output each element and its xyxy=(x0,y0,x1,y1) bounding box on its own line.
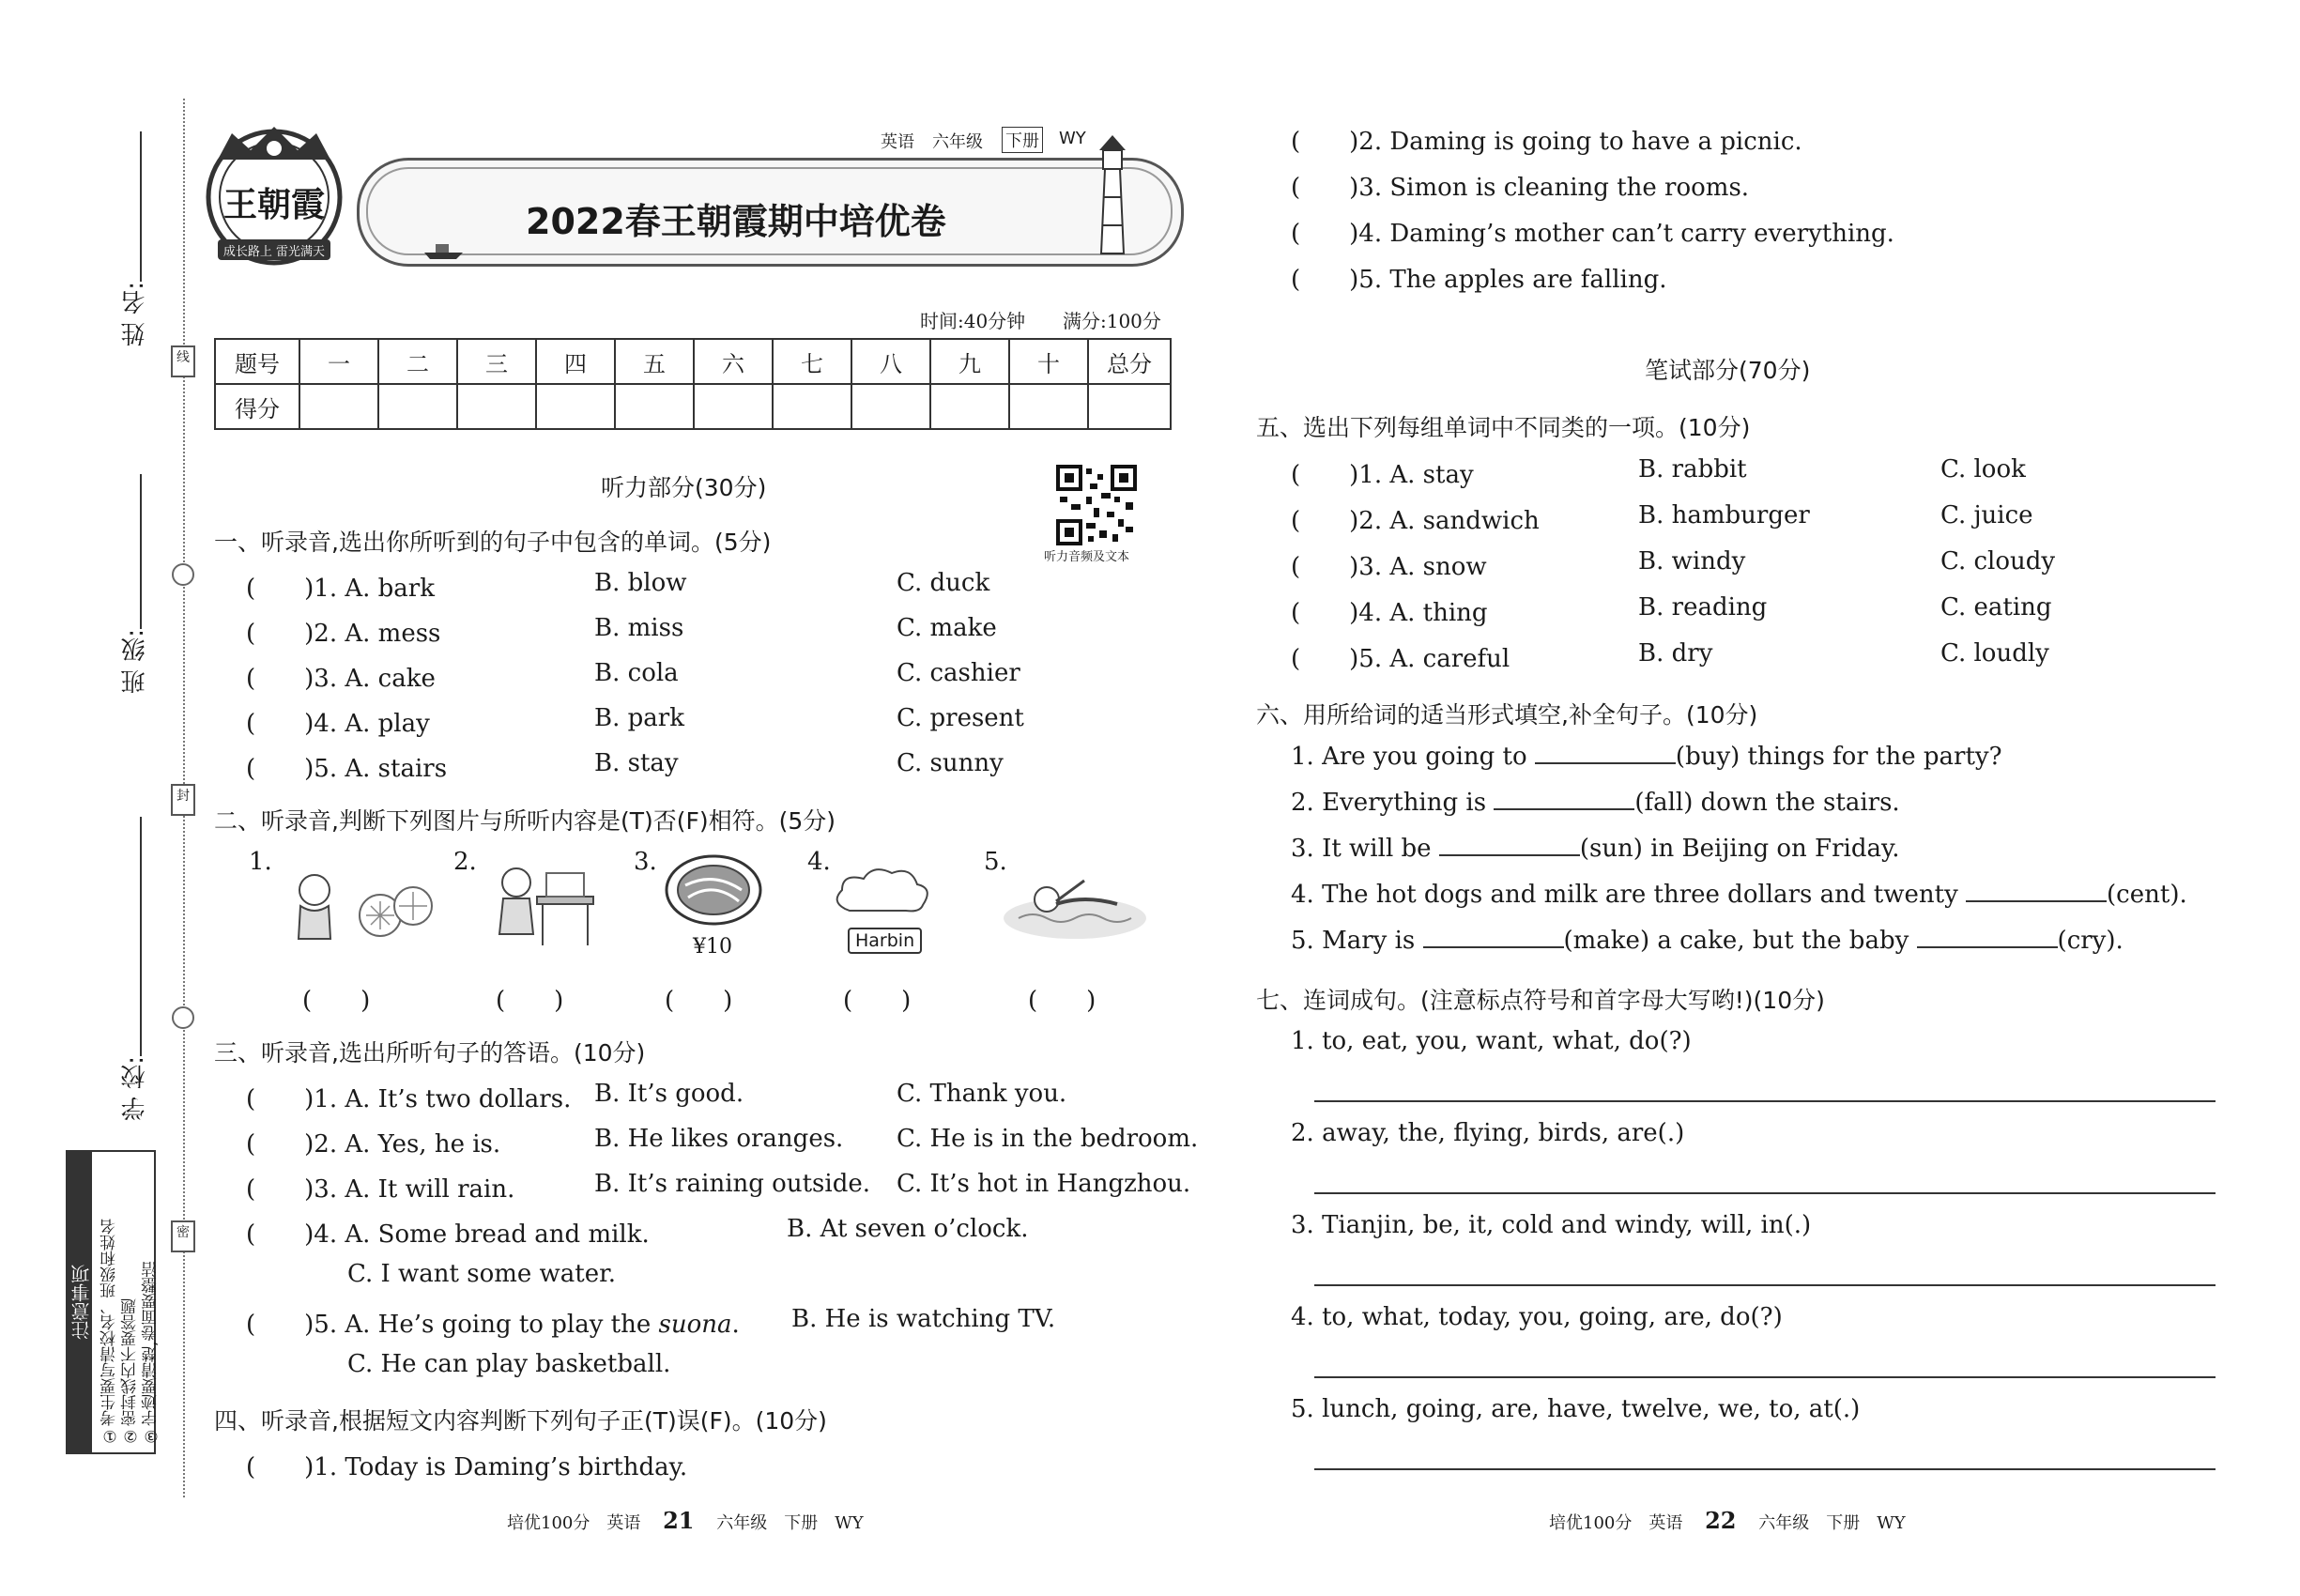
s7-q4: 4. to, what, today, you, going, are, do(?) xyxy=(1291,1303,1783,1331)
s2-pic1-num: 1. xyxy=(249,848,272,876)
score-header-cell: 五 xyxy=(615,339,694,384)
score-header-cell: 九 xyxy=(930,339,1009,384)
s7-q1: 1. to, eat, you, want, what, do(?) xyxy=(1291,1027,1692,1055)
tag-subject: 英语 xyxy=(881,132,914,152)
picture-cloud xyxy=(831,864,934,920)
s6-q2-text-a: 2. Everything is xyxy=(1291,789,1495,817)
class-field[interactable] xyxy=(140,474,142,629)
s3-q4-c: C. I want some water. xyxy=(347,1260,616,1288)
footer-left-post: 六年级 下册 WY xyxy=(716,1513,864,1533)
s6-q1-blank[interactable] xyxy=(1535,742,1676,764)
s1-q5-c: C. sunny xyxy=(897,749,1004,777)
section5-heading: 五、选出下列每组单词中不同类的一项。(10分) xyxy=(1256,414,1751,441)
picture-girl-table xyxy=(481,859,603,953)
score-header-cell: 八 xyxy=(851,339,930,384)
s7-q5: 5. lunch, going, are, have, twelve, we, to, at(.) xyxy=(1291,1395,1861,1423)
score-cell[interactable] xyxy=(773,384,851,429)
s1-q5: ( )5. A. stairs xyxy=(246,755,448,783)
s3-q1: ( )1. A. It’s two dollars. xyxy=(246,1085,572,1113)
lighthouse-icon xyxy=(1084,131,1141,258)
s5-q2-b: B. hamburger xyxy=(1638,501,1810,529)
s1-q3: ( )3. A. cake xyxy=(246,665,436,693)
tag-volume: 下册 xyxy=(1002,127,1043,153)
s7-q3: 3. Tianjin, be, it, cold and windy, will, in(.) xyxy=(1291,1211,1812,1239)
score-header-cell: 四 xyxy=(536,339,615,384)
s7-q5-answer-line[interactable] xyxy=(1314,1468,2216,1470)
s3-q5-a xyxy=(246,1305,740,1340)
s6-q1-text-a: 1. Are you going to xyxy=(1291,743,1535,771)
s1-q2-c: C. make xyxy=(897,614,997,642)
name-field[interactable] xyxy=(140,131,142,282)
logo-sub: 成长路上 雷光满天 xyxy=(222,245,326,259)
s2-answer-2[interactable]: ( ) xyxy=(496,987,564,1015)
binding-hole-1 xyxy=(172,563,194,586)
binding-hole-2 xyxy=(172,1006,194,1029)
s7-q1-answer-line[interactable] xyxy=(1314,1100,2216,1102)
s6-q5-text-c: (cry). xyxy=(2057,927,2124,955)
s3-q3-c: C. It’s hot in Hangzhou. xyxy=(897,1170,1191,1198)
s2-answer-1[interactable]: ( ) xyxy=(302,987,371,1015)
qr-code-icon[interactable] xyxy=(1056,465,1137,545)
s3-q4-a: ( )4. A. Some bread and milk. xyxy=(246,1220,650,1249)
s5-q4: ( )4. A. thing xyxy=(1291,599,1488,627)
time-info: 时间:40分钟 xyxy=(920,310,1026,332)
s1-q5-b: B. stay xyxy=(594,749,679,777)
s6-q5-blank-2[interactable] xyxy=(1917,926,2058,948)
s5-q3-c: C. cloudy xyxy=(1940,547,2056,575)
s3-q2: ( )2. A. Yes, he is. xyxy=(246,1130,501,1159)
tag-edition: WY xyxy=(1059,129,1086,148)
s6-q2 xyxy=(1291,788,1900,817)
footer-right xyxy=(1549,1507,1906,1534)
s3-q5-c: C. He can play basketball. xyxy=(347,1350,671,1378)
section3-heading: 三、听录音,选出所听句子的答语。(10分) xyxy=(214,1039,646,1067)
score-header-cell: 二 xyxy=(378,339,457,384)
s7-q4-answer-line[interactable] xyxy=(1314,1376,2216,1378)
ship-icon xyxy=(422,239,465,260)
s1-q4-b: B. park xyxy=(594,704,684,732)
score-info: 满分:100分 xyxy=(1063,310,1161,332)
score-cell[interactable] xyxy=(457,384,536,429)
s1-q2-b: B. miss xyxy=(594,614,684,642)
score-cell[interactable] xyxy=(299,384,378,429)
score-cell[interactable] xyxy=(615,384,694,429)
s3-q2-c: C. He is in the bedroom. xyxy=(897,1125,1199,1153)
tag-grade: 六年级 xyxy=(932,132,983,152)
s6-q1-text-b: (buy) things for the party? xyxy=(1675,743,2002,771)
s5-q4-b: B. reading xyxy=(1638,593,1768,622)
footer-right-post: 六年级 下册 WY xyxy=(1758,1513,1906,1533)
page-number-right: 22 xyxy=(1705,1507,1737,1534)
qr-caption: 听力音频及文本 xyxy=(1044,550,1130,564)
s2-answer-3[interactable]: ( ) xyxy=(665,987,733,1015)
page-number-left: 21 xyxy=(663,1507,695,1534)
s1-q1: ( )1. A. bark xyxy=(246,575,435,603)
s3-q1-b: B. It’s good. xyxy=(594,1080,744,1108)
s5-q2-c: C. juice xyxy=(1940,501,2033,529)
s5-q5-c: C. loudly xyxy=(1940,639,2049,668)
s6-q2-blank[interactable] xyxy=(1494,788,1634,810)
s6-q4-blank[interactable] xyxy=(1966,880,2107,902)
score-cell[interactable] xyxy=(378,384,457,429)
score-header-cell: 七 xyxy=(773,339,851,384)
s4-q2: ( )2. Daming is going to have a picnic. xyxy=(1291,128,1802,156)
s5-q1-c: C. look xyxy=(1940,455,2026,483)
s3-q4-b: B. At seven o’clock. xyxy=(787,1215,1029,1243)
s5-q2: ( )2. A. sandwich xyxy=(1291,507,1540,535)
s6-q5 xyxy=(1291,926,2124,955)
score-cell[interactable] xyxy=(694,384,773,429)
section4-heading: 四、听录音,根据短文内容判断下列句子正(T)误(F)。(10分) xyxy=(214,1407,827,1435)
picture-noodles-bowl xyxy=(662,852,765,937)
section6-heading: 六、用所给词的适当形式填空,补全句子。(10分) xyxy=(1256,701,1758,729)
score-table-header-row xyxy=(215,339,1171,384)
s4-q5: ( )5. The apples are falling. xyxy=(1291,266,1667,294)
s5-q3: ( )3. A. snow xyxy=(1291,553,1487,581)
s1-q3-b: B. cola xyxy=(594,659,679,687)
logo-text: 王朝霞 xyxy=(222,185,325,224)
seal-mark-2: 封 xyxy=(171,784,195,816)
s3-q5-a-pre: ( )5. A. He’s going to play the xyxy=(246,1311,659,1339)
s2-pic4-num: 4. xyxy=(807,848,831,876)
score-cell[interactable] xyxy=(1009,384,1088,429)
s6-q4 xyxy=(1291,880,2187,909)
s3-q3: ( )3. A. It will rain. xyxy=(246,1175,515,1204)
s5-q1: ( )1. A. stay xyxy=(1291,461,1474,489)
s3-q5-a-italic: suona xyxy=(658,1311,732,1339)
section2-heading: 二、听录音,判断下列图片与所听内容是(T)否(F)相符。(5分) xyxy=(214,807,836,835)
notice-item-1: ①考生要写清校名、班级和姓名 xyxy=(100,1219,119,1445)
s3-q5-a-post: . xyxy=(731,1311,740,1339)
s6-q5-blank-1[interactable] xyxy=(1423,926,1564,948)
score-header-cell: 题号 xyxy=(215,339,299,384)
s3-q3-b: B. It’s raining outside. xyxy=(594,1170,870,1198)
s5-q1-b: B. rabbit xyxy=(1638,455,1747,483)
s6-q4-text-b: (cent). xyxy=(2107,881,2187,909)
listening-title: 听力部分(30分) xyxy=(601,474,767,501)
s6-q3-text-a: 3. It will be xyxy=(1291,835,1439,863)
s2-pic5-num: 5. xyxy=(984,848,1007,876)
s1-q1-b: B. blow xyxy=(594,569,687,597)
s5-q5: ( )5. A. careful xyxy=(1291,645,1510,673)
footer-right-pre: 培优100分 英语 xyxy=(1549,1513,1683,1533)
s1-q1-c: C. duck xyxy=(897,569,990,597)
school-field[interactable] xyxy=(140,817,142,1056)
notice-title: 注意事项 xyxy=(68,1152,92,1452)
s2-pic2-num: 2. xyxy=(453,848,477,876)
s5-q3-b: B. windy xyxy=(1638,547,1746,575)
section1-heading: 一、听录音,选出你所听到的句子中包含的单词。(5分) xyxy=(214,529,772,556)
s7-q3-answer-line[interactable] xyxy=(1314,1284,2216,1286)
s3-q2-b: B. He likes oranges. xyxy=(594,1125,844,1153)
s5-q4-c: C. eating xyxy=(1940,593,2052,622)
s6-q3 xyxy=(1291,834,1899,863)
s6-q3-text-b: (sun) in Beijing on Friday. xyxy=(1579,835,1900,863)
seal-mark-3: 密 xyxy=(171,1220,195,1252)
s6-q5-text-a: 5. Mary is xyxy=(1291,927,1423,955)
s6-q1 xyxy=(1291,742,2002,771)
s6-q3-blank[interactable] xyxy=(1439,834,1580,856)
price-label: ¥10 xyxy=(693,935,732,959)
class-label: 班 级: xyxy=(121,629,149,695)
score-header-cell: 十 xyxy=(1009,339,1088,384)
notice-box xyxy=(66,1150,161,1454)
score-cell[interactable] xyxy=(930,384,1009,429)
score-table-score-row xyxy=(215,384,1171,429)
s4-q3: ( )3. Simon is cleaning the rooms. xyxy=(1291,174,1750,202)
s2-pic3-num: 3. xyxy=(634,848,657,876)
s6-q5-text-b: (make) a cake, but the baby xyxy=(1563,927,1917,955)
harbin-sign: Harbin xyxy=(848,928,922,954)
s1-q4: ( )4. A. play xyxy=(246,710,430,738)
score-row-label: 得分 xyxy=(215,384,299,429)
page-title: 2022春王朝霞期中培优卷 xyxy=(526,201,946,242)
score-header-cell: 一 xyxy=(299,339,378,384)
school-label: 学 校: xyxy=(121,1056,149,1122)
score-cell[interactable] xyxy=(851,384,930,429)
s1-q3-c: C. cashier xyxy=(897,659,1020,687)
score-header-cell: 三 xyxy=(457,339,536,384)
footer-left-pre: 培优100分 英语 xyxy=(507,1513,641,1533)
section7-heading: 七、连词成句。(注意标点符号和首字母大写哟!)(10分) xyxy=(1256,987,1825,1014)
notice-item-2: ②密封线内不要答题 xyxy=(121,1298,140,1445)
s3-q5-b: B. He is watching TV. xyxy=(791,1305,1056,1333)
score-table xyxy=(214,338,1172,430)
seal-mark-1: 线 xyxy=(171,345,195,377)
s2-answer-4[interactable]: ( ) xyxy=(843,987,912,1015)
score-header-cell: 六 xyxy=(694,339,773,384)
footer-left xyxy=(507,1507,864,1534)
s6-q2-text-b: (fall) down the stairs. xyxy=(1634,789,1900,817)
notice-item-3: ③字迹要清楚,卷面要整洁 xyxy=(142,1261,161,1445)
picture-swimmer xyxy=(1000,862,1150,942)
s1-q4-c: C. present xyxy=(897,704,1024,732)
s2-answer-5[interactable]: ( ) xyxy=(1028,987,1096,1015)
s3-q1-c: C. Thank you. xyxy=(897,1080,1067,1108)
score-cell[interactable] xyxy=(1088,384,1171,429)
s6-q4-text-a: 4. The hot dogs and milk are three dollars and twenty xyxy=(1291,881,1967,909)
writing-title: 笔试部分(70分) xyxy=(1645,357,1811,384)
score-cell[interactable] xyxy=(536,384,615,429)
s7-q2: 2. away, the, flying, birds, are(.) xyxy=(1291,1119,1685,1147)
s4-q4: ( )4. Daming’s mother can’t carry everything. xyxy=(1291,220,1894,248)
s7-q2-answer-line[interactable] xyxy=(1314,1192,2216,1194)
s5-q5-b: B. dry xyxy=(1638,639,1713,668)
s1-q2: ( )2. A. mess xyxy=(246,620,441,648)
picture-boy-snowflakes xyxy=(272,864,437,953)
name-label: 姓 名: xyxy=(121,282,149,347)
s4-q1: ( )1. Today is Daming’s birthday. xyxy=(246,1453,688,1481)
score-header-cell: 总分 xyxy=(1088,339,1171,384)
